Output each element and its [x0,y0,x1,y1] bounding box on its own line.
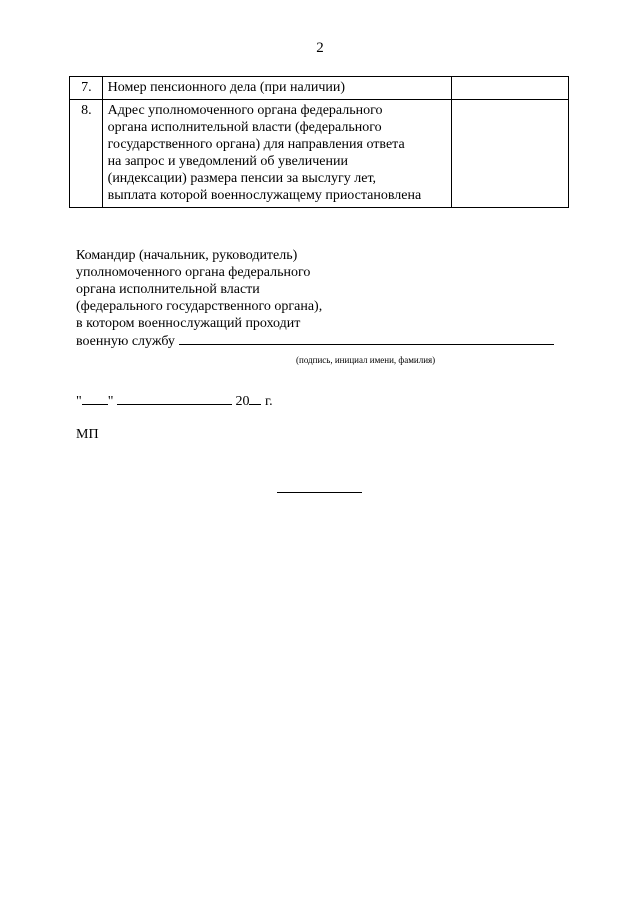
signature-field[interactable] [179,332,554,345]
row-label-line: выплата которой военнослужащему приостановлена [107,188,422,203]
quote-open: " [76,394,82,409]
signature-block [76,247,576,350]
row-number: 8. [70,100,103,208]
row-label-line: Номер пенсионного дела (при наличии) [107,80,346,95]
row-label-line: на запрос и уведомлений об увеличении [107,154,348,169]
row-label-line: органа исполнительной власти (федерального [107,120,382,135]
year-field[interactable] [249,393,261,405]
signature-line: уполномоченного органа федерального [76,265,311,280]
quote-close: " [107,394,114,409]
page-number: 2 [316,40,324,56]
signature-last-line [76,332,576,350]
form-table [69,76,569,208]
year-suffix: г. [264,394,273,409]
row-number: 7. [70,77,103,100]
stamp-label: МП [76,427,99,442]
row-label [102,100,451,208]
row-value-cell [451,77,568,100]
row-label-line: Адрес уполномоченного органа федерального [107,103,383,118]
table-row [70,77,569,100]
signature-line: органа исполнительной власти [76,282,260,297]
signature-line: (федерального государственного органа), [76,299,323,314]
signature-line: в котором военнослужащий проходит [76,316,301,331]
day-field[interactable] [82,393,108,405]
signature-caption: (подпись, инициал имени, фамилия) [296,355,436,365]
end-divider [277,492,362,493]
row-value-cell [451,100,568,208]
date-line [76,393,273,410]
row-label-line: государственного органа) для направления ответа [107,137,405,152]
row-label [102,77,451,100]
row-label-line: (индексации) размера пенсии за выслугу лет, [107,171,377,186]
month-field[interactable] [117,393,232,405]
signature-line: Командир (начальник, руководитель) [76,248,298,263]
year-prefix: 20 [235,394,250,409]
table-row [70,100,569,208]
signature-last-line-text: военную службу [76,334,175,349]
